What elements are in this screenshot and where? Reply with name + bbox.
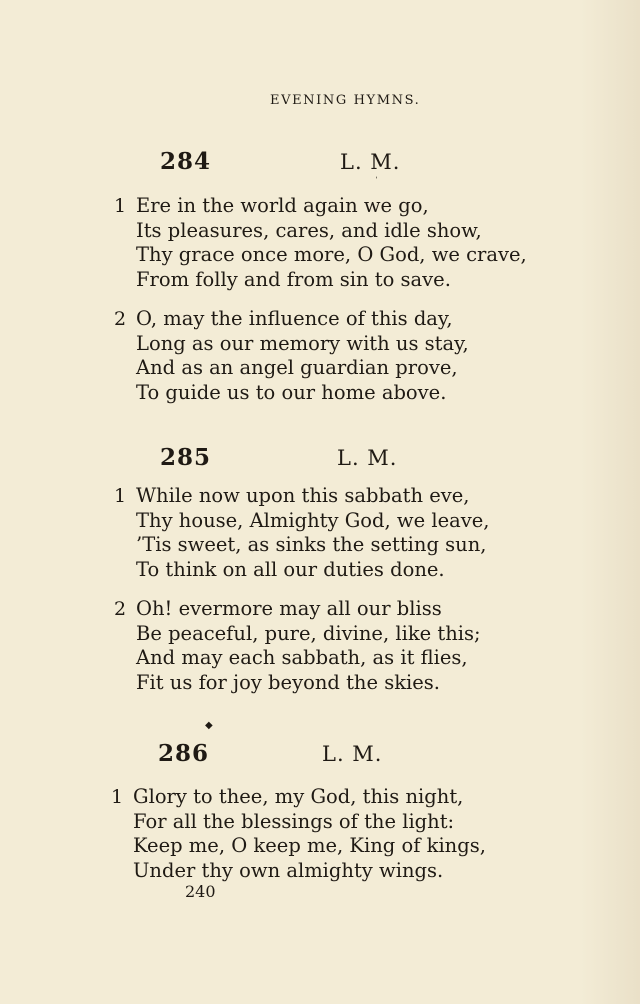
verse-number: 2 (114, 308, 127, 330)
verse-line: Thy house, Almighty God, we leave, (136, 508, 490, 532)
hymn-number: 286 (158, 740, 210, 767)
print-speck: ◆ (205, 720, 213, 731)
verse-line: While now upon this sabbath eve, (136, 484, 470, 507)
verse-line: And as an angel guardian prove, (136, 356, 458, 379)
print-speck: ′ (374, 176, 382, 186)
page-number: 240 (185, 882, 216, 901)
hymn-meter: L. M. (337, 446, 398, 470)
hymn-number: 284 (160, 148, 212, 175)
show-through-shading (580, 0, 640, 1004)
verse-line: Thy grace once more, O God, we crave, (136, 243, 527, 266)
verse-line: ’Tis sweet, as sinks the setting sun, (136, 533, 487, 556)
verse-line: Fit us for joy beyond the skies. (136, 670, 441, 694)
verse (114, 194, 527, 292)
verse (111, 785, 486, 883)
verse (114, 484, 490, 582)
verse-line: To think on all our duties done. (136, 557, 445, 581)
hymn-meter: L. M. (340, 150, 401, 174)
verse-line: And may each sabbath, as it flies, (136, 646, 468, 669)
verse-number: 1 (111, 786, 124, 808)
verse-line: Glory to thee, my God, this night, (133, 785, 464, 808)
verse-line: For all the blessings of the light: (133, 809, 455, 833)
verse-line: Long as our memory with us stay, (136, 331, 469, 355)
hymn-number: 285 (160, 444, 212, 471)
verse (114, 597, 481, 695)
verse-line: Keep me, O keep me, King of kings, (133, 834, 486, 857)
running-head: EVENING HYMNS. (270, 93, 421, 108)
verse-line: O, may the influence of this day, (136, 307, 453, 330)
verse-line: Ere in the world again we go, (136, 194, 429, 217)
verse-number: 2 (114, 598, 127, 620)
verse-number: 1 (114, 485, 127, 507)
verse-line: To guide us to our home above. (136, 380, 447, 404)
verse-number: 1 (114, 195, 127, 217)
verse-line: Be peaceful, pure, divine, like this; (136, 621, 481, 645)
verse-line: Under thy own almighty wings. (133, 858, 444, 882)
verse (114, 307, 469, 405)
verse-line: Oh! evermore may all our bliss (136, 597, 442, 620)
verse-line: From folly and from sin to save. (136, 267, 451, 291)
verse-line: Its pleasures, cares, and idle show, (136, 218, 482, 242)
hymn-meter: L. M. (322, 742, 383, 766)
